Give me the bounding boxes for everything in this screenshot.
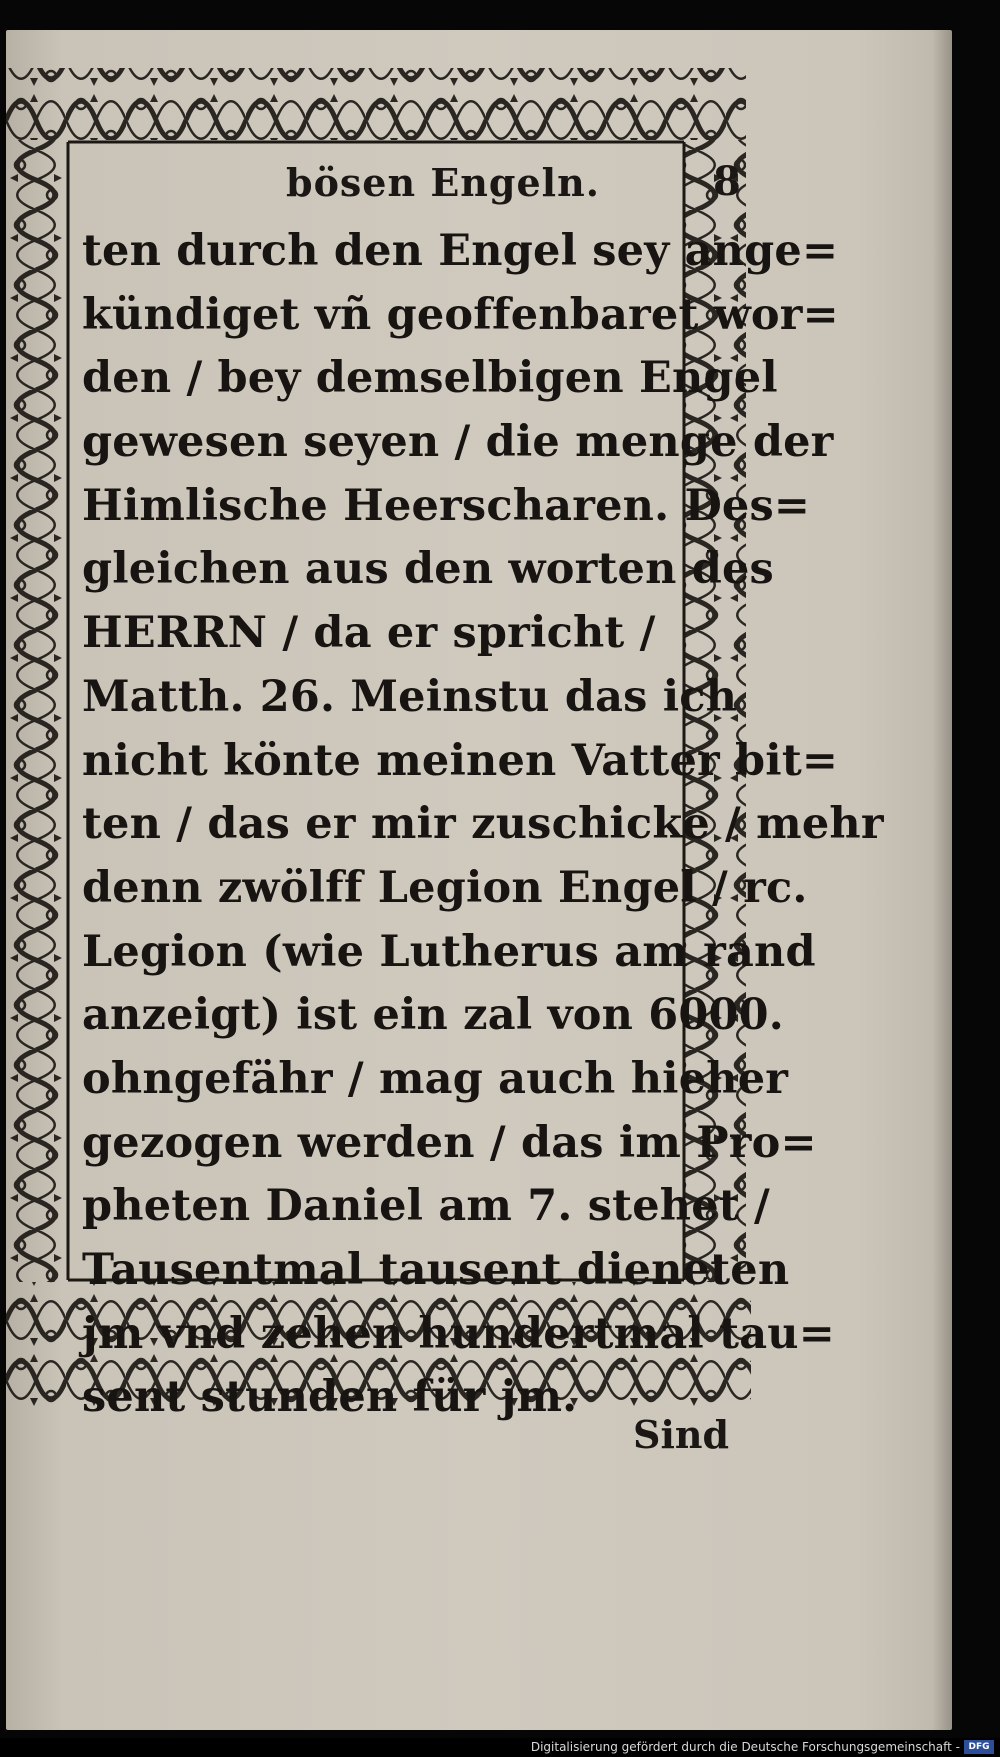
funding-credit: Digitalisierung gefördert durch die Deutsche Forschungsgemeinschaft - (530, 1740, 960, 1754)
text-line: ten / das er mir zuschicke / mehr (82, 799, 884, 850)
text-line: gewesen seyen / die menge der (82, 417, 834, 468)
book-page (6, 30, 952, 1730)
text-line: Himlische Heerscharen. Des= (82, 480, 811, 531)
text-line: nicht könte meinen Vatter bit= (82, 735, 839, 786)
digitization-footer (0, 1738, 1000, 1757)
page-number: 8 (713, 158, 741, 205)
text-line: gezogen werden / das im Pro= (82, 1117, 817, 1168)
text-line: den / bey demselbigen Engel (82, 353, 778, 404)
text-line: pheten Daniel am 7. stehet / (82, 1181, 770, 1232)
text-line: Matth. 26. Meinstu das ich (82, 671, 738, 722)
text-line: sent stunden für jm. (82, 1372, 578, 1423)
text-line: Tausentmal tausent dieneten (82, 1245, 790, 1295)
catchword: Sind (633, 1412, 730, 1457)
body-text (82, 220, 884, 1430)
running-header: bösen Engeln. (286, 160, 600, 205)
text-line: ten durch den Engel sey ange= (82, 226, 839, 276)
dfg-logo: DFG (964, 1740, 994, 1754)
text-line: ohngefähr / mag auch hieher (82, 1053, 789, 1104)
text-line: gleichen aus den worten des (82, 544, 774, 595)
text-line: denn zwölff Legion Engel / rc. (82, 862, 808, 913)
text-line: kündiget vñ geoffenbaret wor= (82, 289, 839, 340)
text-line: anzeigt) ist ein zal von 6000. (82, 990, 784, 1041)
text-line: HERRN / da er spricht / (82, 608, 656, 659)
text-line: Legion (wie Lutherus am rand (82, 926, 816, 977)
text-line: jm vnd zehen hundertmal tau= (82, 1308, 835, 1359)
